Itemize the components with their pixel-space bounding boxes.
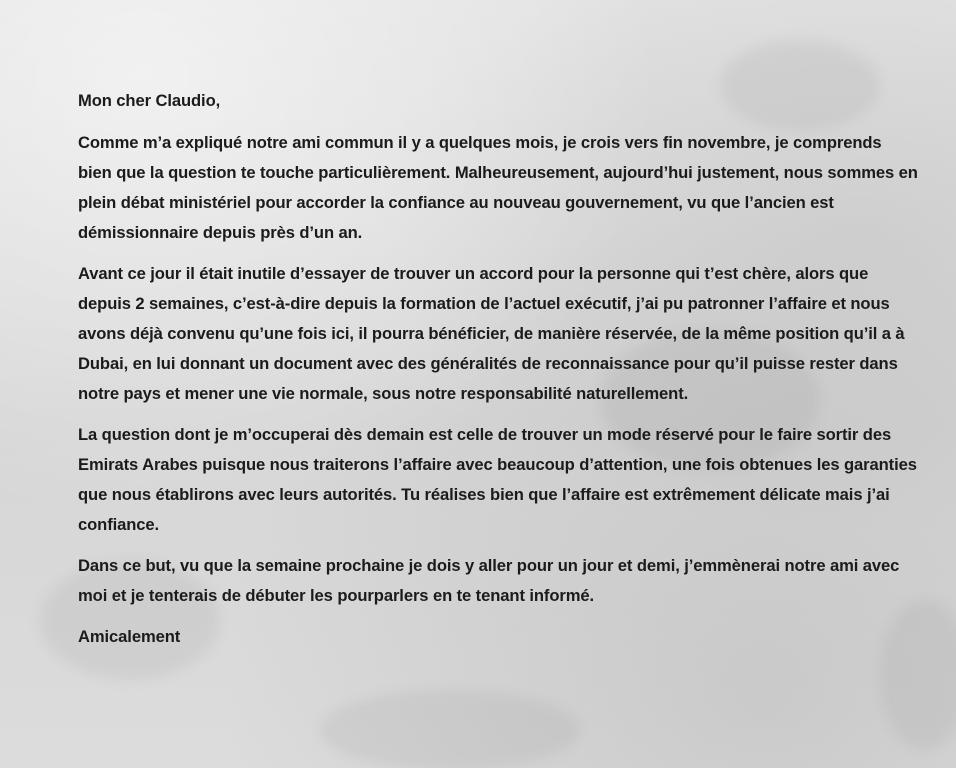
paper-stain <box>320 690 580 768</box>
letter-paragraph-4: Dans ce but, vu que la semaine prochaine je dois y aller pour un jour et demi, j’emmènerai notre ami avec moi et je tenterais de débuter les pourparlers en te tenant informé. <box>78 556 900 605</box>
letter-paragraph-1: Comme m’a expliqué notre ami commun il y a quelques mois, je crois vers fin novembre, je comprends bien que la question te touche particulièrement. Malheureusement, aujourd’hui justement, nous sommes en plein débat ministériel pour accorder la confiance au nouveau gouvernement, vu que l’ancien est démissionnaire depuis près d’un an. <box>78 133 918 242</box>
letter-paragraph-3: La question dont je m’occuperai dès demain est celle de trouver un mode réservé pour le faire sortir des Emirats Arabes puisque nous traiterons l’affaire avec beaucoup d’attention, une fois obtenues les garanties que nous établirons avec leurs autorités. Tu réalises bien que l’affaire est extrêmement délicate mais j’ai confiance. <box>78 425 917 534</box>
letter-closing: Amicalement <box>78 627 181 646</box>
letter-paragraph-2: Avant ce jour il était inutile d’essayer de trouver un accord pour la personne qui t’est chère, alors que depuis 2 semaines, c’est-à-dire depuis la formation de l’actuel exécutif, j’ai pu patronner l’affaire et nous avons déjà convenu qu’une fois ici, il pourra bénéficier, de manière réservée, de la même position qu’il a à Dubai, en lui donnant un document avec des généralités de reconnaissance pour qu’il puisse rester dans notre pays et mener une vie normale, sous notre responsabilité naturellement. <box>78 264 905 403</box>
letter-body <box>78 86 918 652</box>
letter-salutation: Mon cher Claudio, <box>78 91 221 110</box>
